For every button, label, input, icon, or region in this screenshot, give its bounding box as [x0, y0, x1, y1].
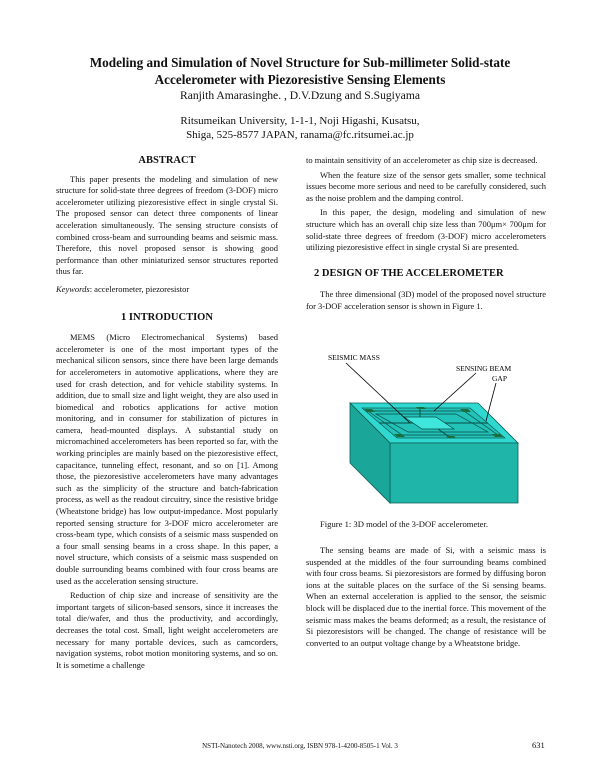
authors: Ranjith Amarasinghe. , D.V.Dzung and S.Sugiyama — [179, 89, 420, 102]
keywords-label: Keywords — [56, 283, 90, 294]
paper-title — [40, 54, 560, 88]
figure-1 — [306, 351, 546, 511]
right-intro-paragraph-3: In this paper, the design, modeling and simulation of new structure which has an overall chip size less than 700μm× 700μm for solid-state three degrees of freedom (3-DOF) micro accelerometers utilizing piezoresistive effect in single crystal Si are presented. — [306, 207, 546, 253]
pointer-gap — [486, 383, 496, 421]
intro-paragraph-1: MEMS (Micro Electromechanical Systems) based accelerometer is one of the most important types of the mechanical silicon sensors, since there have been large demands for accelerometers in automotive applications, where they are used for crash detection, and for vehicle stability systems. In addition, due to small size and light weight, they are also used in biomedical and robotics applications for active motion monitoring, and in consumer for stabilization of pictures in camera, head-mounted displays. A substantial study on micromachined accelerometers has been reported so far, with the working principles are mainly based on the piezoresistive effect, capacitance, tunneling effect, resonant, and so on [1]. Among those, the piezoresistive accelerometers have many advantages such as the simplicity of the structure and batch-fabrication process, as well as the readout circuitry, since the resistive bridge (Wheatstone bridge) has low output-impedance. Most popularly reported sensing structure for 3-DOF micro accelerometer are cross-beam type, which consists of a seismic mass suspended on a four small sensing beams in a cross shape. In this paper, a novel structure, which consists of a seismic mass suspended on double surrounding beams combined with four cross beams are used as the acceleration sensing structure. — [56, 332, 278, 586]
design-heading: 2 DESIGN OF THE ACCELEROMETER — [314, 267, 504, 279]
keywords-text: : accelerometer, piezoresistor — [89, 283, 190, 294]
accelerometer-3d-model — [306, 351, 546, 511]
left-column — [56, 155, 278, 671]
right-column-lower — [306, 545, 546, 649]
affiliation-line-1: Ritsumeikan University, 1-1-1, Noji Higashi, Kusatsu, — [180, 115, 420, 127]
affiliation — [40, 115, 560, 142]
figure-caption: Figure 1: 3D model of the 3-DOF accelerometer. — [320, 519, 489, 529]
design-paragraph-1: The three dimensional (3D) model of the proposed novel structure for 3-DOF acceleration sensor is shown in Figure 1. — [306, 289, 546, 311]
label-sensing-beam: SENSING BEAM — [456, 364, 512, 373]
title-line-1: Modeling and Simulation of Novel Structure for Sub-millimeter Solid-state — [89, 55, 511, 70]
right-column-upper — [306, 155, 546, 313]
label-seismic-mass: SEISMIC MASS — [328, 353, 380, 362]
keywords — [56, 284, 278, 296]
page-number: 631 — [532, 740, 545, 750]
right-intro-paragraph-1: to maintain sensitivity of an accelerometer as chip size is decreased. — [306, 155, 538, 165]
affiliation-line-2: Shiga, 525-8577 JAPAN, ranama@fc.ritsumei.ac.jp — [186, 128, 414, 141]
title-line-2: Accelerometer with Piezoresistive Sensing Elements — [154, 72, 446, 87]
design-paragraph-2: The sensing beams are made of Si, with a seismic mass is suspended at the middles of the four surrounding beams combined with four cross beams. Si piezoresistors are formed by diffusing boron ions at the suitable places on the surface of the Si sensing beams. When an external acceleration is applied to the sensor, the seismic block will be displaced due to the inertial force. This movement of the seismic mass makes the beams deformed; as a result, the resistance of Si piezoresistors will be changed. The change of resistance will be converted to an output voltage change by a Wheatstone bridge. — [306, 545, 546, 648]
chip-front-face — [390, 443, 518, 503]
intro-paragraph-2: Reduction of chip size and increase of sensitivity are the important targets of silicon-based sensors, since it increases the total die/wafer, and thus the productivity, and accordingly, decreases the total cost. Small, light weight accelerometers are necessary for many portable devices, such as camcorders, navigation systems, robot motion monitoring systems, and so on. It is sometime a challenge — [56, 590, 278, 670]
abstract-heading: ABSTRACT — [138, 155, 196, 166]
footer: NSTI-Nanotech 2008, www.nsti.org, ISBN 978-1-4200-8505-1 Vol. 3 — [202, 742, 398, 750]
right-intro-paragraph-2: When the feature size of the sensor gets smaller, some technical issues become more serious and need to be carefully considered, such as the noise problem and the damping control. — [306, 169, 546, 203]
abstract-text: This paper presents the modeling and simulation of new structure for solid-state three degrees of freedom (3-DOF) micro accelerometer utilizing piezoresistive effect in single crystal Si. The proposed sensor can detect three components of linear acceleration simultaneously. The sensing structure consists of combined cross-beam and surrounding beams and seismic mass. Therefore, this novel proposed sensor is showing good performance than other miniaturized sensor structures reported thus far. — [56, 173, 278, 277]
label-gap: GAP — [492, 374, 508, 383]
introduction-heading: 1 INTRODUCTION — [121, 311, 213, 323]
